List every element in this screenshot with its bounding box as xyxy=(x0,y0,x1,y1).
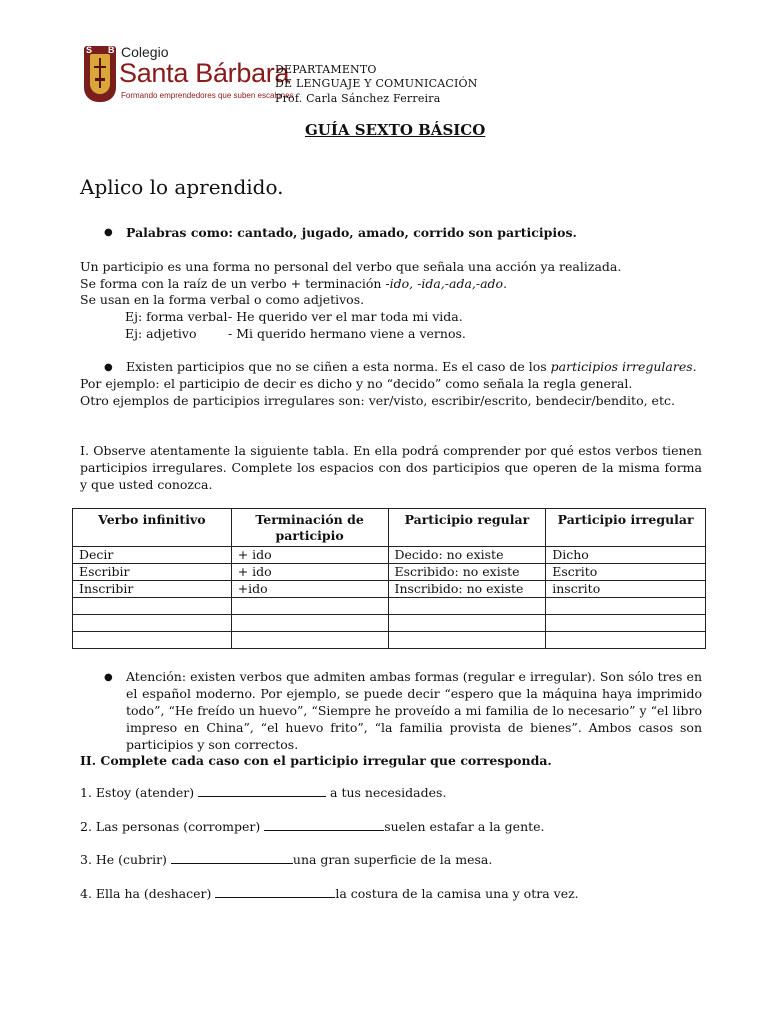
bullet-irregular-c: . xyxy=(692,359,697,374)
participles-table xyxy=(72,508,706,649)
answer-blank[interactable] xyxy=(215,885,335,898)
table-row xyxy=(73,564,706,581)
table-header: Terminación de participio xyxy=(231,509,388,547)
item-continuation: la costura de la camisa una y otra vez. xyxy=(335,886,579,901)
table-cell: Decir xyxy=(73,547,232,564)
table-cell-blank[interactable] xyxy=(73,615,232,632)
bullet-irregular xyxy=(126,358,697,375)
example2-text: - Mi querido hermano viene a vernos. xyxy=(228,326,466,341)
table-cell-blank[interactable] xyxy=(231,615,388,632)
table-row-empty xyxy=(73,615,706,632)
table-cell-blank[interactable] xyxy=(231,598,388,615)
example1-text: - He querido ver el mar toda mi vida. xyxy=(228,309,463,324)
item-prompt: 3. He (cubrir) xyxy=(80,852,171,867)
examples-line2: Otro ejemplos de participios irregulares son: ver/visto, escribir/escrito, bendecir/bendito, etc. xyxy=(80,393,675,408)
logo-letter-s: S xyxy=(86,45,93,55)
item-continuation: a tus necesidades. xyxy=(326,785,447,800)
attention-text: existen verbos que admiten ambas formas (regular e irregular). Son sólo tres en el español moderno. Por ejemplo, se puede decir “espero que la máquina haya imprimido todo”, “He freído un huevo”, “Siempre he proveído a mi familia de lo necesario” y “el libro impreso en China”, “el huevo frito”, “la familia provista de bienes”. Ambos casos son participios y son correctos. xyxy=(126,669,702,752)
table-row xyxy=(73,581,706,598)
logo-cross-icon xyxy=(92,58,108,88)
header-teacher: Prof. Carla Sánchez Ferreira xyxy=(275,92,441,105)
table-cell-blank[interactable] xyxy=(388,632,546,649)
exercise2-item xyxy=(80,818,545,835)
table-cell: Escribido: no existe xyxy=(388,564,546,581)
bullet-irregular-a: Existen participios que no se ciñen a esta norma. Es el caso de los xyxy=(126,359,551,374)
example1-label: Ej: forma verbal xyxy=(125,309,228,324)
table-cell-blank[interactable] xyxy=(73,598,232,615)
item-continuation: una gran superficie de la mesa. xyxy=(292,852,493,867)
table-cell-blank[interactable] xyxy=(388,598,546,615)
exercise2-item xyxy=(80,851,492,868)
exercise1-instructions: I. Observe atentamente la siguiente tabla. En ella podrá comprender por qué estos verbos tienen participios irregulares. Complete los espacios con dos participios que operen de la misma forma y que usted conozca. xyxy=(80,443,702,492)
table-cell: inscrito xyxy=(546,581,706,598)
logo-letter-b: B xyxy=(108,45,115,55)
intro-line2-c: . xyxy=(503,276,508,291)
item-continuation: suelen estafar a la gente. xyxy=(384,819,545,834)
table-cell-blank[interactable] xyxy=(231,632,388,649)
example2-label: Ej: adjetivo xyxy=(125,326,197,341)
table-row xyxy=(73,547,706,564)
bullet-participles: Palabras como: cantado, jugado, amado, corrido son participios. xyxy=(126,225,577,240)
header-department: DEPARTAMENTO xyxy=(275,63,377,76)
item-prompt: 2. Las personas (corromper) xyxy=(80,819,265,834)
answer-blank[interactable] xyxy=(198,784,326,797)
bullet-icon: ● xyxy=(104,362,113,373)
intro-line1: Un participio es una forma no personal del verbo que señala una acción ya realizada. xyxy=(80,259,622,274)
table-cell-blank[interactable] xyxy=(73,632,232,649)
table-cell: Decido: no existe xyxy=(388,547,546,564)
table-cell: +ido xyxy=(231,581,388,598)
table-header: Participio irregular xyxy=(546,509,706,547)
table-cell: Inscribido: no existe xyxy=(388,581,546,598)
logo-colegio: Colegio xyxy=(121,44,169,60)
table-header: Verbo infinitivo xyxy=(73,509,232,547)
exercise2-item xyxy=(80,885,579,902)
table-cell-blank[interactable] xyxy=(388,615,546,632)
header-subject: DE LENGUAJE Y COMUNICACIÓN xyxy=(275,77,478,90)
intro-line3: Se usan en la forma verbal o como adjetivos. xyxy=(80,292,365,307)
attention-label: Atención: xyxy=(126,669,187,684)
intro-endings: ido, -ida,-ada,-ado xyxy=(389,276,504,291)
bullet-irregular-term: participios irregulares xyxy=(550,359,693,374)
page-title: GUÍA SEXTO BÁSICO xyxy=(305,121,486,139)
table-cell: + ido xyxy=(231,547,388,564)
item-prompt: 4. Ella ha (deshacer) xyxy=(80,886,216,901)
table-cell: Escribir xyxy=(73,564,232,581)
table-cell: Inscribir xyxy=(73,581,232,598)
examples-line1: Por ejemplo: el participio de decir es dicho y no “decido” como señala la regla general. xyxy=(80,376,633,391)
bullet-icon: ● xyxy=(104,672,113,683)
answer-blank[interactable] xyxy=(264,818,384,831)
table-cell-blank[interactable] xyxy=(546,615,706,632)
table-header-row xyxy=(73,509,706,547)
answer-blank[interactable] xyxy=(171,851,293,864)
table-cell: Dicho xyxy=(546,547,706,564)
table-cell-blank[interactable] xyxy=(546,598,706,615)
table-row-empty xyxy=(73,598,706,615)
attention-note xyxy=(126,668,702,753)
table-cell: + ido xyxy=(231,564,388,581)
logo-tagline: Formando emprendedores que suben escalones xyxy=(121,91,294,100)
intro-line2-a: Se forma con la raíz de un verbo + terminación - xyxy=(80,276,390,291)
intro-line2 xyxy=(80,275,507,292)
table-cell-blank[interactable] xyxy=(546,632,706,649)
exercise2-heading: II. Complete cada caso con el participio irregular que corresponda. xyxy=(80,753,552,768)
table-cell: Escrito xyxy=(546,564,706,581)
table-row-empty xyxy=(73,632,706,649)
item-prompt: 1. Estoy (atender) xyxy=(80,785,199,800)
table-header: Participio regular xyxy=(388,509,546,547)
bullet-icon: ● xyxy=(104,227,113,238)
exercise2-item xyxy=(80,784,446,801)
logo-name: Santa Bárbara xyxy=(119,58,290,88)
section-heading: Aplico lo aprendido. xyxy=(80,175,284,199)
